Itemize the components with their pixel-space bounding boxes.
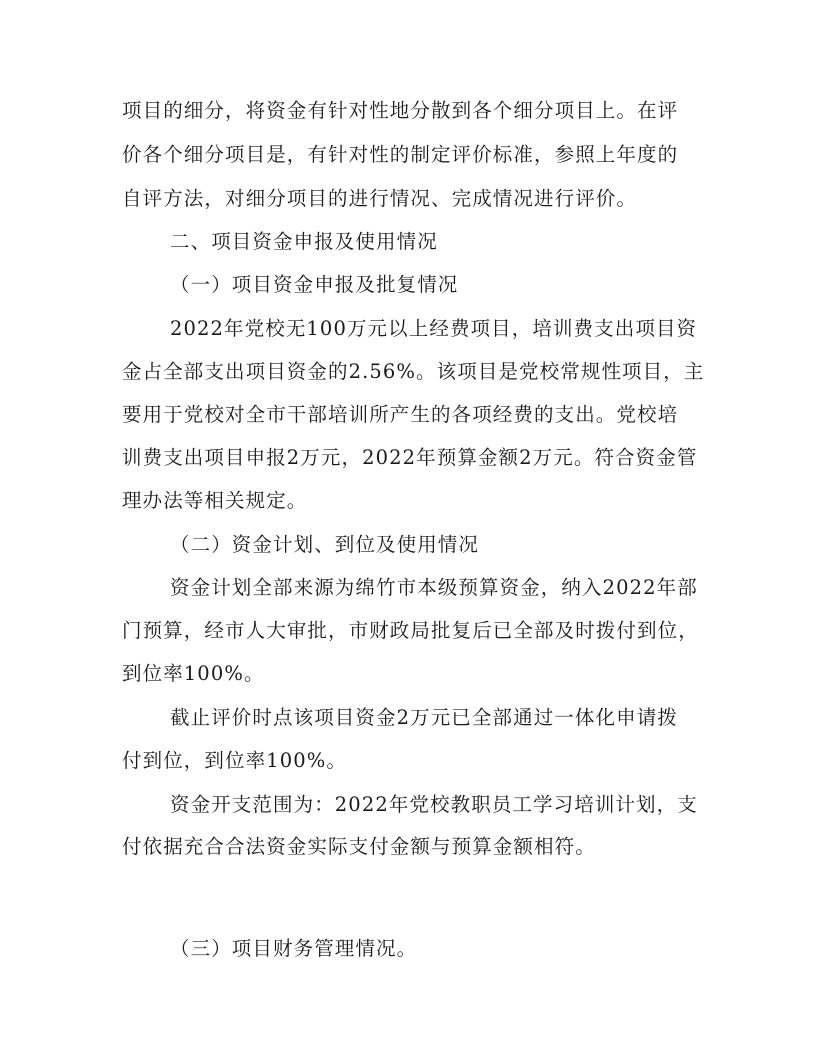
paragraph-4-line-2: 付到位，到位率100%。 <box>122 749 347 772</box>
paragraph-3-line-2: 门预算，经市人大审批，市财政局批复后已全部及时拨付到位， <box>122 619 699 642</box>
paragraph-2-line-3: 要用于党校对全市干部培训所产生的各项经费的支出。党校培 <box>122 403 679 426</box>
paragraph-2-line-4: 训费支出项目申报2万元，2022年预算金额2万元。符合资金管 <box>122 446 698 469</box>
paragraph-2-line-2: 金占全部支出项目资金的2.56%。该项目是党校常规性项目，主 <box>122 360 705 383</box>
paragraph-5-line-2: 付依据充合合法资金实际支付金额与预算金额相符。 <box>122 835 596 858</box>
paragraph-3-line-1: 资金计划全部来源为绵竹市本级预算资金，纳入2022年部 <box>170 576 698 599</box>
subsection-3-heading: （三）项目财务管理情况。 <box>170 937 418 960</box>
paragraph-3-line-3: 到位率100%。 <box>122 662 265 685</box>
paragraph-5-line-1: 资金开支范围为：2022年党校教职员工学习培训计划，支 <box>170 793 698 816</box>
subsection-2-heading: （二）资金计划、到位及使用情况 <box>170 533 480 556</box>
section-2-heading: 二、项目资金申报及使用情况 <box>170 230 438 253</box>
paragraph-4-line-1: 截止评价时点该项目资金2万元已全部通过一体化申请拨 <box>170 706 678 729</box>
paragraph-1-line-2: 价各个细分项目是，有针对性的制定评价标准，参照上年度的 <box>122 143 679 166</box>
paragraph-2-line-5: 理办法等相关规定。 <box>122 489 308 512</box>
paragraph-1-line-3: 自评方法，对细分项目的进行情况、完成情况进行评价。 <box>122 187 638 210</box>
paragraph-2-line-1: 2022年党校无100万元以上经费项目，培训费支出项目资 <box>170 317 698 340</box>
subsection-1-heading: （一）项目资金申报及批复情况 <box>170 273 459 296</box>
paragraph-1-line-1: 项目的细分，将资金有针对性地分散到各个细分项目上。在评 <box>122 99 679 122</box>
